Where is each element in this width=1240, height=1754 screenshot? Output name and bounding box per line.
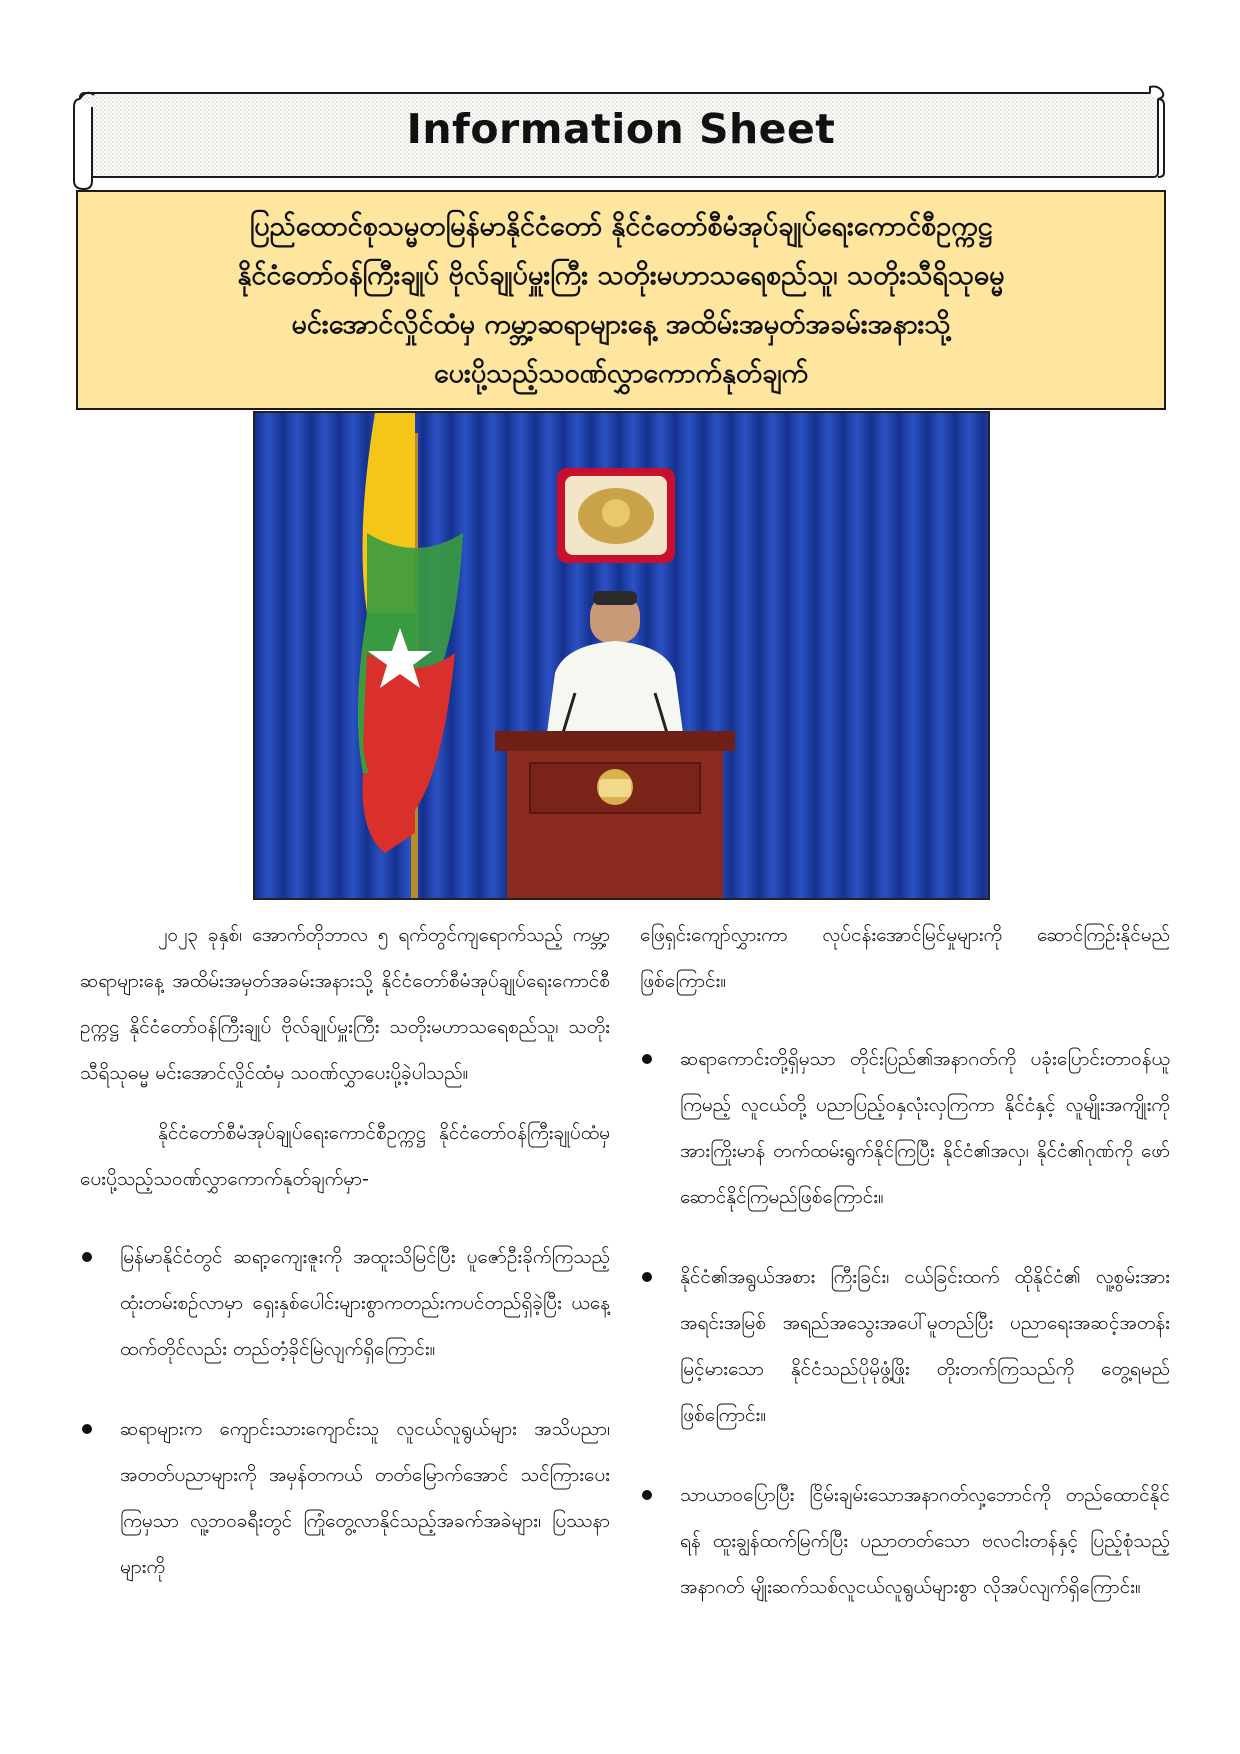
bullet-text: မြန်မာနိုင်ငံတွင် ဆရာ့ကျေးဇူးကို အထူးသိမြင်ပြီး ပူဇော်ဦးခိုက်ကြသည့် ထုံးတမ်းစဉ်လာမှာ ရှေးနှစ်ပေါင်းများစွာကတည်းကပင်တည်ရှိခဲ့ပြီး ယနေ့ထက်တိုင်လည်း တည်တံ့ခိုင်မြဲလျက်ရှိကြောင်း။ [120, 1246, 610, 1360]
bullet-item [640, 1254, 1170, 1438]
information-sheet-banner [72, 85, 1170, 190]
second-paragraph: နိုင်ငံတော်စီမံအုပ်ချုပ်ရေးကောင်စီဥက္ကဋ္ဌ နိုင်ငံတော်ဝန်ကြီးချုပ်ထံမှ ပေးပို့သည့်သဝဏ်လွှာကောက်နုတ်ချက်မှာ- [80, 1122, 610, 1190]
bullet-text: သာယာဝပြောပြီး ငြိမ်းချမ်းသောအနာဂတ်လှ့ဘောင်ကို တည်ထောင်နိုင်ရန် ထူးချွန်ထက်မြက်ပြီး ပညာတတ်သော ဗလငါးတန်နှင့် ပြည့်စုံသည့် အနာဂတ် မျိုးဆက်သစ်လူငယ်လူရွယ်များစွာ လိုအပ်လျက်ရှိကြောင်း။ [680, 1484, 1170, 1598]
headline-line-4: ပေးပို့သည့်သဝဏ်လွှာကောက်နုတ်ချက် [433, 358, 809, 389]
bullet-dot-icon [642, 1490, 652, 1500]
bullet-dot-icon [642, 1054, 652, 1064]
bullet-dot-icon [82, 1252, 92, 1262]
bullet-dot-icon [642, 1272, 652, 1282]
headline-box [76, 190, 1166, 410]
continuation-paragraph: ဖြေရှင်းကျော်လွှားကာ လုပ်ငန်းအောင်မြင်မှုများကို ဆောင်ကြဉ်းနိုင်မည်ဖြစ်ကြောင်း။ [640, 924, 1170, 992]
bullet-item [80, 1234, 610, 1372]
bullet-text: ဆရာများက ကျောင်းသားကျောင်းသူ လူငယ်လူရွယ်များ အသိပညာ၊ အတတ်ပညာများကို အမှန်တကယ် တတ်မြောက်အောင် သင်ကြားပေးကြမှသာ လူ့ဘဝခရီးတွင် ကြုံတွေ့လာနိုင်သည့်အခက်အခဲများ၊ ပြဿနာများကို [120, 1418, 610, 1578]
podium [495, 731, 735, 898]
left-column [80, 912, 610, 1606]
bullet-text: နိုင်ငံ၏အရွယ်အစား ကြီးခြင်း၊ ငယ်ခြင်းထက် ထိုနိုင်ငံ၏ လူ့စွမ်းအားအရင်းအမြစ် အရည်အသွေးအပေါ်မူတည်ပြီး ပညာရေးအဆင့်အတန်းမြင့်မားသော နိုင်ငံသည်ပိုမိုဖွံ့ဖြိုး တိုးတက်ကြသည်ကို တွေ့ရမည်ဖြစ်ကြောင်း။ [680, 1266, 1170, 1426]
bullet-item [640, 1036, 1170, 1220]
bullet-item [640, 1472, 1170, 1610]
speech-photo [253, 411, 990, 900]
headline-line-2: နိုင်ငံတော်ဝန်ကြီးချုပ် ဗိုလ်ချုပ်မှူးကြီး သတိုးမဟာသရေစည်သူ၊ သတိုးသီရိသုဓမ္မ [237, 260, 1005, 291]
bullet-text: ဆရာကောင်းတို့ရှိမှသာ တိုင်းပြည်၏အနာဂတ်ကို ပခုံးပြောင်းတာဝန်ယူကြမည့် လူငယ်တို့ ပညာပြည့်ဝနှလုံးလှကြကာ နိုင်ငံနှင့် လူမျိုးအကျိုးကို အားကြိုးမာန် တက်ထမ်းရွက်နိုင်ကြပြီး နိုင်ငံ၏အလှ၊ နိုင်ငံ၏ဂုဏ်ကို ဖော်ဆောင်နိုင်ကြမည်ဖြစ်ကြောင်း။ [680, 1048, 1170, 1208]
state-emblem-wall [557, 468, 675, 563]
banner-title: Information Sheet [406, 105, 836, 153]
speech-photo-illustration [255, 413, 988, 898]
intro-paragraph: ၂၀၂၃ ခုနှစ်၊ အောက်တိုဘာလ ၅ ရက်တွင်ကျရောက်သည့် ကမ္ဘာ့ဆရာများနေ့ အထိမ်းအမှတ်အခမ်းအနားသို့ နိုင်ငံတော်စီမံအုပ်ချုပ်ရေးကောင်စီဥက္ကဋ္ဌ နိုင်ငံတော်ဝန်ကြီးချုပ် ဗိုလ်ချုပ်မှူးကြီး သတိုးမဟာသရေစည်သူ၊ သတိုးသီရိသုဓမ္မ မင်းအောင်လှိုင်ထံမှ သဝဏ်လွှာပေးပို့ခဲ့ပါသည်။ [80, 924, 610, 1084]
headline-line-3: မင်းအောင်လှိုင်ထံမှ ကမ္ဘာ့ဆရာများနေ့ အထိမ်းအမှတ်အခမ်းအနားသို့ [291, 309, 951, 340]
right-column [640, 912, 1170, 1626]
headline-line-1: ပြည်ထောင်စုသမ္မတမြန်မာနိုင်ငံတော် နိုင်ငံတော်စီမံအုပ်ချုပ်ရေးကောင်စီဥက္ကဋ္ဌ [249, 211, 993, 242]
bullet-item [80, 1406, 610, 1590]
bullet-dot-icon [82, 1424, 92, 1434]
